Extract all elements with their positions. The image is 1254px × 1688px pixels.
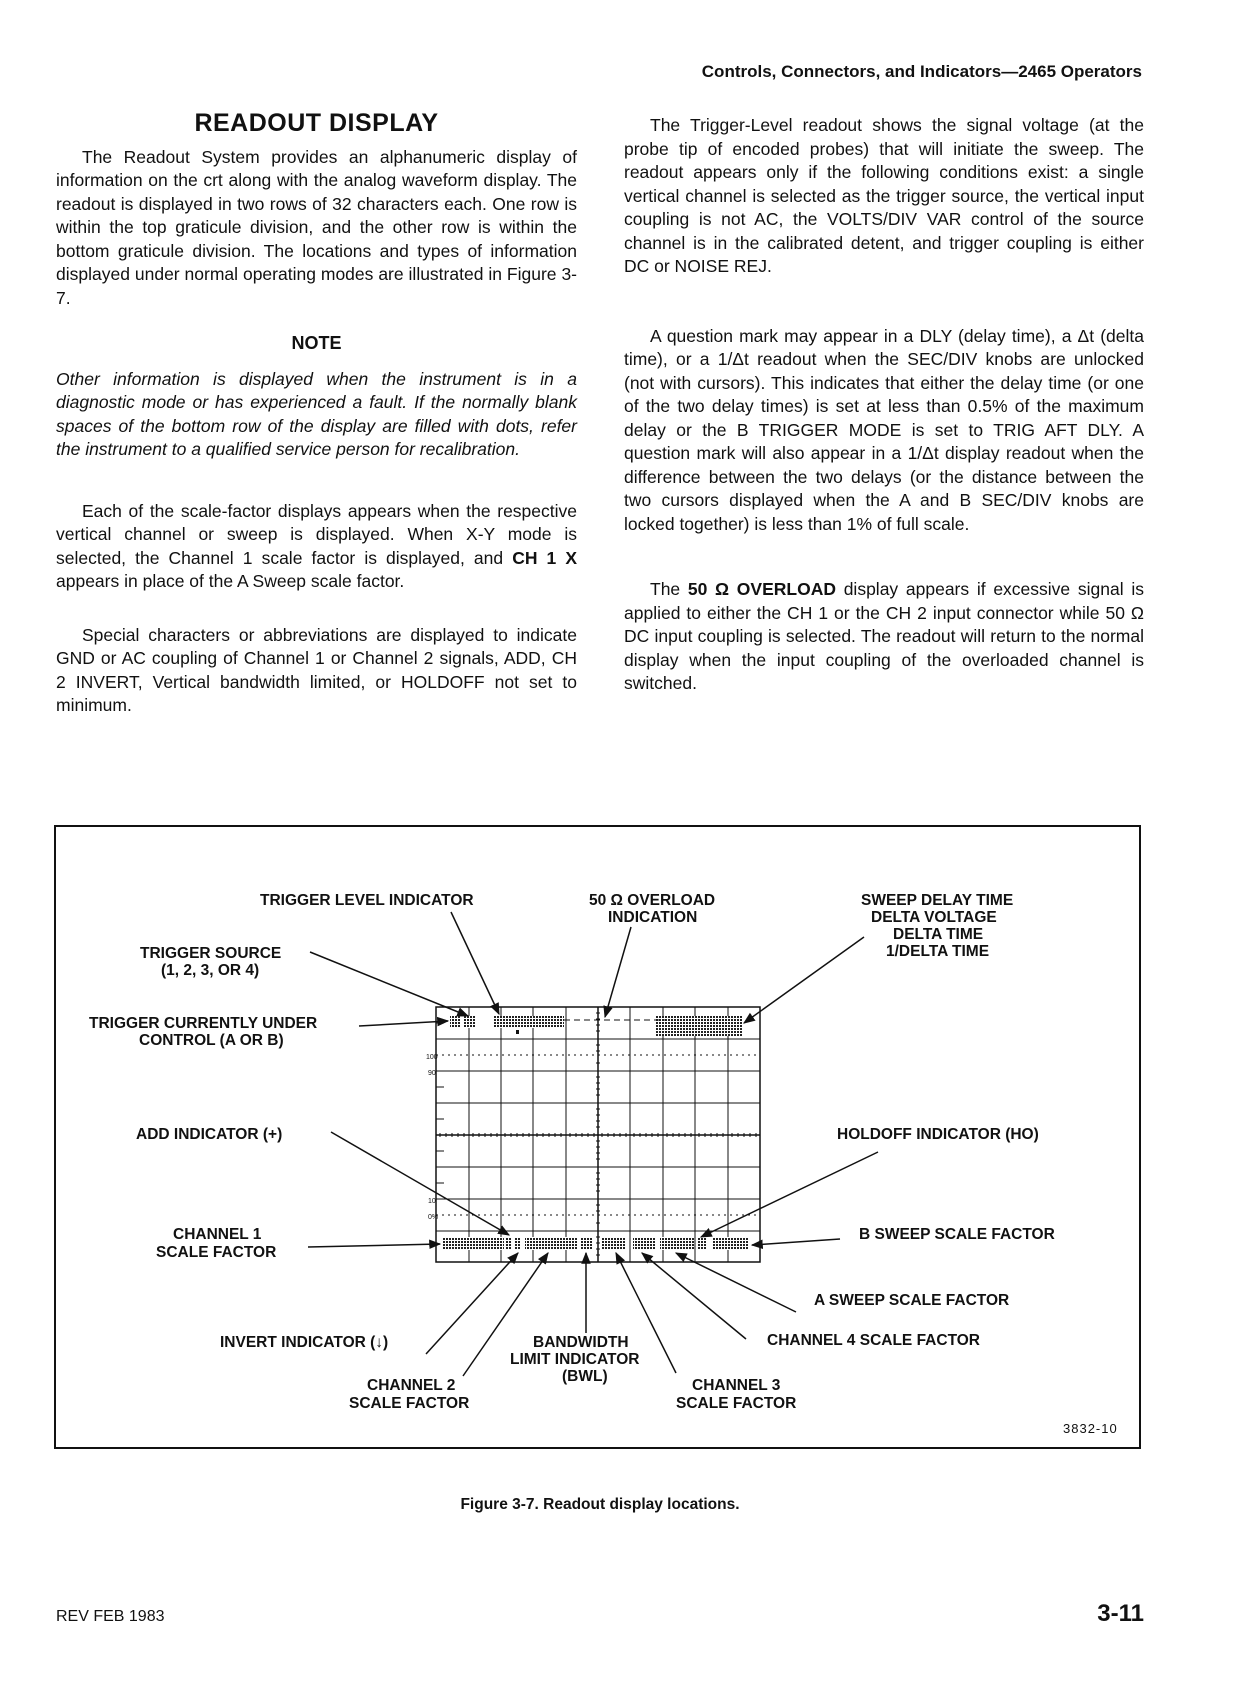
trigger-level-paragraph: The Trigger-Level readout shows the signal voltage (at the probe tip of encoded probes) that will initiate the sweep. The readout appears only if the following conditions exist: a single vertical channel is selected as the trigger source, the vertical input coupling is not AC, the VOLTS/DIV VAR control of the source channel is in the calibrated detent, and trigger coupling is either DC or NOISE REJ. (624, 115, 1144, 276)
graticule-label-90: 90 (428, 1070, 436, 1077)
scale-factor-text-b: appears in place of the A Sweep scale factor. (56, 571, 405, 591)
readout-diagram (56, 827, 1139, 1447)
overload-text-b: display appears if excessive signal is applied to either the CH 1 or the CH 2 input connector while 50 Ω DC input coupling is selected. The readout will return to the normal display when the input coupling of the overloaded channel is switched. (624, 579, 1144, 693)
label-trigger-control-2: CONTROL (A OR B) (139, 1032, 284, 1049)
label-bwl-3: (BWL) (562, 1368, 608, 1385)
label-overload-2: INDICATION (608, 909, 698, 926)
overload-paragraph (624, 578, 1144, 696)
scale-factor-text-a: Each of the scale-factor displays appears when the respective vertical channel or sweep is displayed. When X-Y mode is selected, the Channel 1 scale factor is displayed, and (56, 500, 577, 568)
readout-block-add (506, 1237, 512, 1250)
label-sweep-delay-2: DELTA VOLTAGE (871, 909, 997, 926)
figure-frame (54, 825, 1141, 1449)
label-trigger-level: TRIGGER LEVEL INDICATOR (260, 892, 474, 909)
readout-block-ch3 (602, 1237, 626, 1250)
readout-block-holdoff (697, 1237, 706, 1250)
readout-block-trigger-control (450, 1016, 461, 1028)
readout-intro-paragraph: The Readout System provides an alphanumeric display of information on the crt along with the analog waveform display. The readout is displayed in two rows of 32 characters each. One row is within the top graticule division, and the other row is within the bottom graticule division. The locations and types of information displayed under normal operating modes are illustrated in Figure 3-7. (56, 146, 577, 308)
scale-factor-paragraph (56, 500, 577, 594)
label-holdoff: HOLDOFF INDICATOR (HO) (837, 1126, 1039, 1143)
ch1x-bold: CH 1 X (512, 547, 578, 568)
readout-block-bwl (581, 1237, 593, 1250)
special-characters-paragraph: Special characters or abbreviations are displayed to indicate GND or AC coupling of Channel 1 or Channel 2 signals, ADD, CH 2 INVERT, Vertical bandwidth limited, or HOLDOFF not set to minimum. (56, 624, 577, 715)
readout-block-sweep-delay (656, 1016, 742, 1036)
label-ch3-2: SCALE FACTOR (676, 1395, 797, 1412)
label-trigger-control-1: TRIGGER CURRENTLY UNDER (89, 1015, 318, 1032)
left-column (56, 109, 578, 718)
overload-text-a: The (650, 579, 688, 599)
readout-block-trigger-marker (516, 1030, 519, 1034)
readout-block-bsweep (712, 1237, 748, 1250)
revision-date: REV FEB 1983 (56, 1608, 165, 1625)
label-ch4: CHANNEL 4 SCALE FACTOR (767, 1332, 981, 1349)
graticule-label-100: 100 (426, 1054, 438, 1061)
right-column (624, 114, 1144, 696)
readout-block-trigger-source (464, 1016, 475, 1028)
readout-block-invert (515, 1237, 521, 1250)
note-text: Other information is displayed when the instrument is in a diagnostic mode or has experienced a fault. If the normally blank spaces of the bottom row of the display are filled with dots, refer the instrument to a qualified service person for recalibration. (56, 368, 577, 459)
graticule-label-0: 0% (428, 1214, 439, 1221)
label-bwl-1: BANDWIDTH (533, 1334, 629, 1351)
page-number: 3-11 (1097, 1600, 1144, 1627)
readout-block-ch1 (442, 1237, 504, 1250)
graticule-label-10: 10 (428, 1198, 436, 1205)
label-ch2-1: CHANNEL 2 (367, 1377, 456, 1394)
section-title: READOUT DISPLAY (194, 109, 439, 137)
label-ch2-2: SCALE FACTOR (349, 1395, 470, 1412)
figure-code: 3832-10 (1063, 1421, 1118, 1436)
label-sweep-delay-3: DELTA TIME (893, 926, 984, 943)
label-ch1-2: SCALE FACTOR (156, 1244, 277, 1261)
readout-block-trigger-level (493, 1016, 564, 1028)
readout-block-ch2 (525, 1237, 578, 1250)
label-overload-1: 50 Ω OVERLOAD (589, 892, 716, 909)
label-ch3-1: CHANNEL 3 (692, 1377, 781, 1394)
readout-block-asweep (660, 1237, 694, 1250)
graticule-ticks (436, 1013, 756, 1255)
bottom-readout-row (442, 1237, 748, 1250)
note-heading: NOTE (291, 333, 342, 353)
label-asweep: A SWEEP SCALE FACTOR (814, 1292, 1010, 1309)
label-sweep-delay-1: SWEEP DELAY TIME (861, 892, 1014, 909)
readout-block-ch4 (633, 1237, 655, 1250)
label-invert: INVERT INDICATOR (↓) (220, 1334, 389, 1351)
overload-bold: 50 Ω OVERLOAD (687, 579, 836, 599)
figure-caption: Figure 3-7. Readout display locations. (460, 1496, 740, 1513)
label-ch1-1: CHANNEL 1 (173, 1226, 262, 1243)
callout-lines (308, 912, 878, 1376)
label-trigger-source-2: (1, 2, 3, OR 4) (161, 962, 260, 979)
question-mark-paragraph: A question mark may appear in a DLY (delay time), a Δt (delta time), or a 1/Δt readout when the SEC/DIV knobs are unlocked (not with cursors). This indicates that either the delay time (or one of the two delay times) is set at less than 0.5% of the maximum delay or the B TRIGGER MODE is set to TRIG AFT DLY. A question mark will also appear in a 1/Δt display readout when the difference between the two delays (or the distance between the two cursors displayed when the A and B SEC/DIV knobs are locked together) is less than 1% of full scale. (624, 325, 1144, 534)
running-header: Controls, Connectors, and Indicators—2465 Operators (701, 62, 1142, 81)
label-sweep-delay-4: 1/DELTA TIME (886, 943, 990, 960)
label-bsweep: B SWEEP SCALE FACTOR (859, 1226, 1055, 1243)
label-add: ADD INDICATOR (+) (136, 1126, 283, 1143)
label-bwl-2: LIMIT INDICATOR (510, 1351, 640, 1368)
label-trigger-source-1: TRIGGER SOURCE (140, 945, 282, 962)
